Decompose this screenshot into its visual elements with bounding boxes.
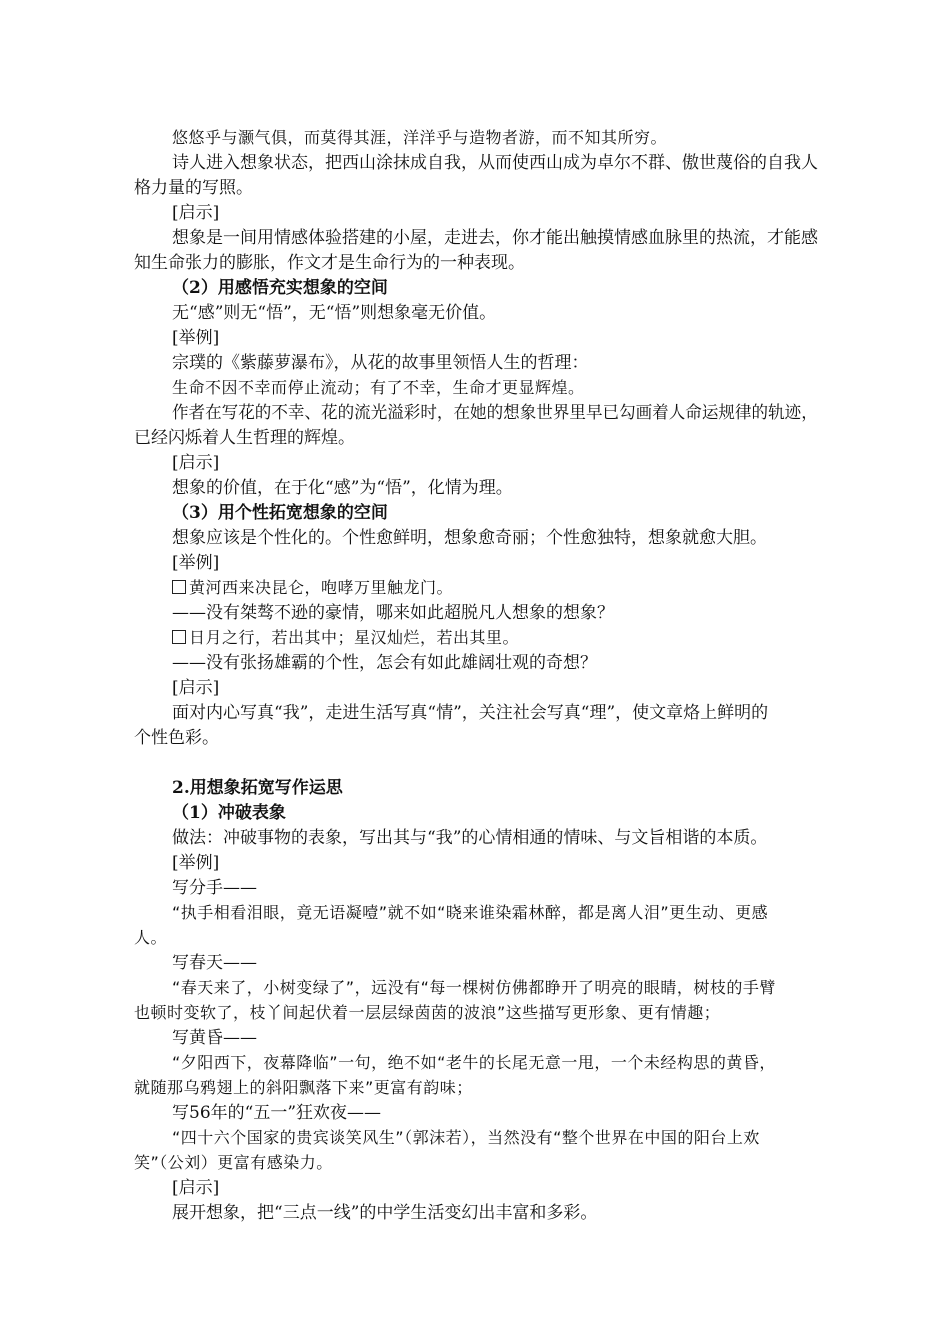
quote-line [172,577,453,599]
paragraph-line: 展开想象，把“三点一线”的中学生活变幻出丰富和多彩。 [172,1203,598,1223]
paragraph-line: 知生命张力的膨胀，作文才是生命行为的一种表现。 [134,253,525,273]
paragraph-line: 写春天—— [172,953,257,973]
quote-line: 就随那乌鸦翅上的斜阳飘落下来”更富有韵味； [134,1078,473,1097]
quote-line: 也顿时变软了，枝丫间起伏着一层层绿茵茵的波浪”这些描写更形象、更有情趣； [134,1003,721,1022]
quote-line: “夕阳西下，夜幕降临”一句，绝不如“老牛的长尾无意一甩，一个未经构思的黄昏， [172,1053,776,1072]
paragraph-line: 格力量的写照。 [134,178,253,198]
paragraph-line: 个性色彩。 [134,728,219,748]
section-label-example: [举例] [172,328,220,348]
quote-line [172,627,519,649]
section-label-revelation: [启示] [172,1178,220,1198]
quote-line: 悠悠乎与灏气俱，而莫得其涯，洋洋乎与造物者游，而不知其所穷。 [172,128,668,147]
section-label-example: [举例] [172,853,220,873]
quote-line: 生命不因不幸而停止流动；有了不幸，生命才更显辉煌。 [172,378,585,397]
bullet-box-icon [172,580,186,594]
paragraph-line: 已经闪烁着人生哲理的辉煌。 [134,428,355,448]
quote-line: “四十六个国家的贵宾谈笑风生”（郭沫若），当然没有“整个世界在中国的阳台上欢 [172,1128,760,1147]
paragraph-line: ——没有张扬雄霸的个性，怎会有如此雄阔壮观的奇想？ [172,653,597,673]
quote-line: “执手相看泪眼，竟无语凝噎”就不如“晓来谁染霜林醉，都是离人泪”更生动、更感 [172,903,769,922]
paragraph-line: 写分手—— [172,878,257,898]
subheading: （2）用感悟充实想象的空间 [172,278,388,298]
paragraph-line: 宗璞的《紫藤萝瀑布》，从花的故事里领悟人生的哲理： [172,353,589,373]
paragraph-line: 写56年的“五一”狂欢夜—— [172,1103,382,1123]
section-label-example: [举例] [172,553,220,573]
paragraph-line: 想象是一间用情感体验搭建的小屋，走进去，你才能出触摸情感血脉里的热流，才能感 [172,228,818,248]
paragraph-line: 想象的价值，在于化“感”为“悟”，化情为理。 [172,478,513,498]
section-label-revelation: [启示] [172,678,220,698]
paragraph-line: ——没有桀骜不逊的豪情，哪来如此超脱凡人想象的想象？ [172,603,614,623]
quote-line: 人。 [134,928,168,947]
bullet-box-icon [172,630,186,644]
paragraph-line: 诗人进入想象状态，把西山涂抹成自我，从而使西山成为卓尔不群、傲世蔑俗的自我人 [172,153,818,173]
subheading: （1）冲破表象 [172,803,286,823]
section-label-revelation: [启示] [172,203,220,223]
paragraph-line: 无“感”则无“悟”，无“悟”则想象毫无价值。 [172,303,497,323]
section-heading: 2.用想象拓宽写作运思 [172,778,343,798]
paragraph-line: 写黄昏—— [172,1028,257,1048]
quote-line: “春天来了，小树变绿了”，远没有“每一棵树仿佛都睁开了明亮的眼睛，树枝的手臂 [172,978,776,997]
paragraph-line: 想象应该是个性化的。个性愈鲜明，想象愈奇丽；个性愈独特，想象就愈大胆。 [172,528,767,548]
quote-text: 日月之行，若出其中；星汉灿烂，若出其里。 [189,628,520,647]
section-label-revelation: [启示] [172,453,220,473]
quote-line: 笑”（公刘）更富有感染力。 [134,1153,333,1172]
quote-text: 黄河西来决昆仑，咆哮万里触龙门。 [189,578,454,597]
subheading: （3）用个性拓宽想象的空间 [172,503,388,523]
paragraph-line: 做法：冲破事物的表象，写出其与“我”的心情相通的情味、与文旨相谐的本质。 [172,828,768,848]
paragraph-line: 面对内心写真“我”，走进生活写真“情”，关注社会写真“理”，使文章烙上鲜明的 [172,703,769,723]
paragraph-line: 作者在写花的不幸、花的流光溢彩时，在她的想象世界里早已勾画着人命运规律的轨迹， [172,403,818,423]
